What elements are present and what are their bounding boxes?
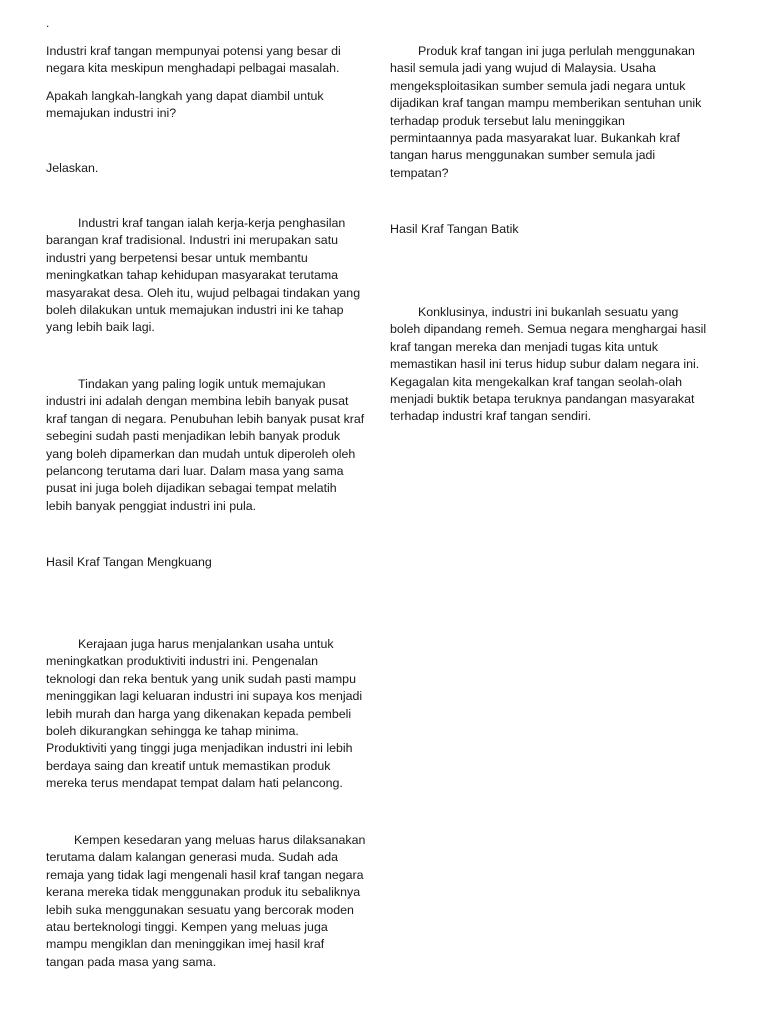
paragraph-awareness-campaign: Kempen kesedaran yang meluas harus dilaksanakan terutama dalam kalangan generasi muda. Sudah ada remaja yang tidak lagi mengenali hasil kraf tangan negara kerana mereka tidak menggunakan produk itu sebaliknya lebih suka menggunakan sesuatu yang bercorak moden atau berteknologi tinggi. Kempen yang meluas juga mampu mengiklan dan meninggikan imej hasil kraf tangan pada masa yang sama. — [46, 833, 366, 969]
paragraph-productivity: Kerajaan juga harus menjalankan usaha untuk meningkatkan produktiviti industri ini. Pengenalan teknologi dan reka bentuk yang unik sudah pasti mampu meninggikan lagi keluaran industri ini supaya kos menjadi lebih murah dan harga yang dikenakan kepada pembeli boleh dikurangkan sehingga ke tahap minima. Produktiviti yang tinggi juga menjadikan industri ini lebih berdaya saing dan kreatif untuk memastikan produk mereka terus mendapat tempat dalam hati pelancong. — [46, 637, 363, 791]
essay-instruction: Jelaskan. — [46, 161, 99, 175]
image-caption-batik: Hasil Kraf Tangan Batik — [390, 222, 519, 236]
image-caption-mengkuang: Hasil Kraf Tangan Mengkuang — [46, 555, 212, 569]
essay-question: Apakah langkah-langkah yang dapat diambil untuk memajukan industri ini? — [46, 89, 324, 121]
essay-intro: Industri kraf tangan mempunyai potensi yang besar di negara kita meskipun menghadapi pelbagai masalah. — [46, 44, 341, 76]
page-marker: . — [46, 16, 50, 30]
paragraph-conclusion: Konklusinya, industri ini bukanlah sesuatu yang boleh dipandang remeh. Semua negara menghargai hasil kraf tangan mereka dan menjadi tugas kita untuk memastikan hasil ini terus hidup subur dalam negara ini. Kegagalan kita mengekalkan kraf tangan seolah-olah menjadi buktik betapa teruknya pandangan masyarakat terhadap industri kraf tangan sendiri. — [390, 305, 707, 424]
paragraph-natural-resources: Produk kraf tangan ini juga perlulah menggunakan hasil semula jadi yang wujud di Malaysia. Usaha mengeksploitasikan sumber semula jadi negara untuk dijadikan kraf tangan mampu memberikan sentuhan unik terhadap produk tersebut lalu meninggikan permintaannya pada masyarakat luar. Bukankah kraf tangan harus menggunakan sumber semula jadi tempatan? — [390, 44, 702, 180]
paragraph-introduction: Industri kraf tangan ialah kerja-kerja penghasilan barangan kraf tradisional. Industri ini merupakan satu industri yang berpetensi besar untuk membantu meningkatkan tahap kehidupan masyarakat terutama masyarakat desa. Oleh itu, wujud pelbagai tindakan yang boleh dilakukan untuk memajukan industri ini ke tahap yang lebih baik lagi. — [46, 216, 361, 335]
paragraph-craft-centres: Tindakan yang paling logik untuk memajukan industri ini adalah dengan membina lebih banyak pusat kraf tangan di negara. Penubuhan lebih banyak pusat kraf sebegini sudah pasti menjadikan lebih banyak produk yang boleh dipamerkan dan mudah untuk diperoleh oleh pelancong terutama dari luar. Dalam masa yang sama pusat ini juga boleh dijadikan sebagai tempat melatih lebih banyak penggiat industri ini pula. — [46, 377, 365, 513]
